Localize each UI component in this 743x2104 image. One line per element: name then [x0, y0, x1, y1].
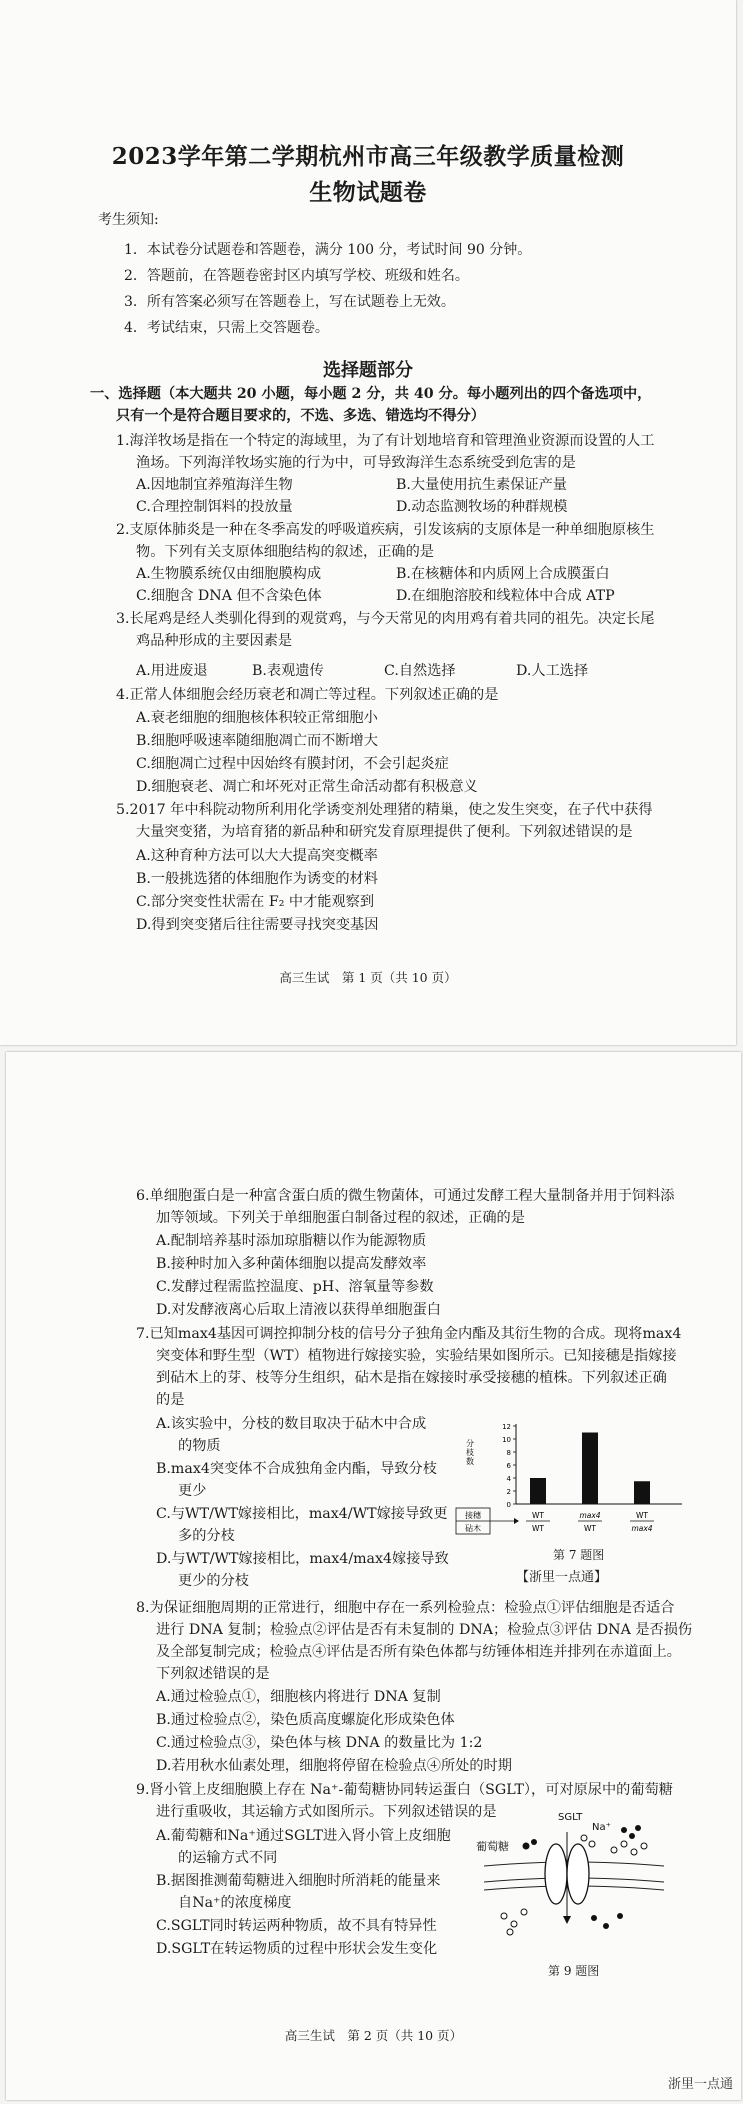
- question-1-stem: 渔场。下列海洋牧场实施的行为中，可导致海洋生态系统受到危害的是: [136, 455, 576, 471]
- y-axis-label: 分枝数: [466, 1439, 474, 1466]
- x-tick-label-rootstock: WT: [584, 1524, 596, 1533]
- question-7-stem: 突变体和野生型（WT）植物进行嫁接实验，实验结果如图所示。已知接穗是指嫁接: [156, 1348, 677, 1364]
- option-c-cont: 多的分枝: [178, 1528, 235, 1544]
- option-b: B.在核糖体和内质网上合成膜蛋白: [396, 566, 610, 582]
- option-a: A.葡萄糖和Na⁺通过SGLT进入肾小管上皮细胞: [156, 1828, 451, 1844]
- graft-arrowhead: [514, 1518, 519, 1524]
- glucose-molecules: [523, 1839, 538, 1850]
- y-tick-label: 10: [502, 1436, 511, 1444]
- notice-item: 2．答题前，在答题卷密封区内填写学校、班级和姓名。: [124, 268, 469, 284]
- question-7-stem: 7.已知max4基因可调控抑制分枝的信号分子独角金内酯及其衍生物的合成。现将max4: [136, 1326, 682, 1342]
- option-c: C.发酵过程需监控温度、pH、溶氧量等参数: [156, 1279, 434, 1295]
- option-c: C.合理控制饵料的投放量: [136, 499, 293, 515]
- option-b: B.表观遗传: [252, 663, 324, 679]
- option-d: D.得到突变猪后往往需要寻找突变基因: [136, 917, 379, 933]
- bar: [530, 1478, 546, 1504]
- option-c: C.细胞凋亡过程中因始终有膜封闭，不会引起炎症: [136, 756, 449, 772]
- option-a-cont: 的物质: [178, 1438, 221, 1454]
- option-c: C.SGLT同时转运两种物质，故不具有特异性: [156, 1918, 437, 1934]
- option-b: B.一般挑选猪的体细胞作为诱变的材料: [136, 871, 378, 887]
- question-5-stem: 大量突变猪，为培育猪的新品种和研究发育原理提供了便利。下列叙述错误的是: [136, 824, 633, 840]
- option-d: D.人工选择: [516, 663, 589, 679]
- notice-item: 3．所有答案必须写在答题卷上，写在试题卷上无效。: [124, 294, 455, 310]
- row-label-scion: 接穗: [465, 1511, 481, 1520]
- option-d: D.若用秋水仙素处理，细胞将停留在检验点④所处的时期: [156, 1758, 512, 1774]
- question-8-stem: 下列叙述错误的是: [156, 1666, 270, 1682]
- y-tick-label: 6: [506, 1462, 511, 1470]
- y-tick-label: 0: [506, 1501, 511, 1509]
- page-1: [0, 0, 736, 1045]
- bar: [582, 1433, 598, 1505]
- row-label-rootstock: 砧木: [465, 1524, 481, 1533]
- glucose-cluster: [621, 1825, 641, 1839]
- option-a: A.生物膜系统仅由细胞膜构成: [136, 566, 322, 582]
- bar: [634, 1481, 650, 1504]
- question-2-stem: 2.支原体肺炎是一种在冬季高发的呼吸道疾病，引发该病的支原体是一种单细胞原核生: [116, 522, 655, 538]
- notice-item: 1．本试卷分试题卷和答题卷，满分 100 分，考试时间 90 分钟。: [124, 242, 532, 258]
- question-6-stem: 加等领域。下列关于单细胞蛋白制备过程的叙述，正确的是: [156, 1210, 525, 1226]
- y-tick-label: 4: [506, 1475, 511, 1483]
- option-a: A.通过检验点①，细胞核内将进行 DNA 复制: [156, 1689, 441, 1705]
- glucose-bottom: [591, 1913, 623, 1929]
- sglt-transport-diagram: [474, 1808, 674, 1958]
- q7-bar-chart: [454, 1420, 694, 1542]
- page-footer: 高三生试 第 1 页（共 10 页）: [279, 970, 457, 985]
- option-c: C.细胞含 DNA 但不含染色体: [136, 588, 322, 604]
- notice-item: 4．考试结束，只需上交答题卷。: [124, 320, 329, 336]
- figure-9-caption: 第 9 题图: [548, 1964, 600, 1978]
- option-b-cont: 更少: [178, 1483, 207, 1499]
- option-d: D.细胞衰老、凋亡和坏死对正常生命活动都有积极意义: [136, 779, 478, 795]
- question-3-stem: 3.长尾鸡是经人类驯化得到的观赏鸡，与今天常见的肉用鸡有着共同的祖先。决定长尾: [116, 611, 655, 627]
- option-d: D.在细胞溶胶和线粒体中合成 ATP: [396, 588, 615, 604]
- y-tick-label: 8: [506, 1449, 511, 1457]
- x-tick-label-scion: WT: [532, 1511, 544, 1520]
- y-tick-label: 2: [506, 1488, 511, 1496]
- question-8-stem: 进行 DNA 复制；检验点②评估是否有未复制的 DNA；检验点③评估 DNA 是否损伤: [156, 1622, 693, 1638]
- option-d: D.动态监测牧场的种群规模: [396, 499, 568, 515]
- option-a: A.因地制宜养殖海洋生物: [136, 477, 293, 493]
- option-b-cont: 自Na⁺的浓度梯度: [178, 1895, 292, 1911]
- sodium-ions-top: [581, 1835, 647, 1855]
- option-b: B.接种时加入多种菌体细胞以提高发酵效率: [156, 1256, 427, 1272]
- question-4-stem: 4.正常人体细胞会经历衰老和凋亡等过程。下列叙述正确的是: [116, 687, 499, 703]
- page-footer: 高三生试 第 2 页（共 10 页）: [284, 2028, 463, 2043]
- option-b: B.据图推测葡萄糖进入细胞时所消耗的能量来: [156, 1873, 441, 1889]
- option-c: C.自然选择: [384, 663, 456, 679]
- option-a: A.配制培养基时添加琼脂糖以作为能源物质: [156, 1233, 427, 1249]
- option-c: C.部分突变性状需在 F₂ 中才能观察到: [136, 894, 375, 910]
- question-1-stem: 1.海洋牧场是指在一个特定的海域里，为了有计划地培育和管理渔业资源而设置的人工: [116, 433, 655, 449]
- sglt-label: SGLT: [558, 1812, 583, 1823]
- option-d: D.与WT/WT嫁接相比，max4/max4嫁接导致: [156, 1551, 449, 1567]
- question-3-stem: 鸡品种形成的主要因素是: [136, 633, 293, 649]
- option-a: A.该实验中，分枝的数目取决于砧木中合成: [156, 1416, 427, 1432]
- x-tick-label-scion: max4: [579, 1511, 601, 1520]
- corner-stamp: 浙里一点通: [667, 2077, 733, 2092]
- option-a: A.这种育种方法可以大大提高突变概率: [136, 848, 378, 864]
- x-tick-label-rootstock: WT: [532, 1524, 544, 1533]
- option-c: C.通过检验点③，染色体与核 DNA 的数量比为 1:2: [156, 1735, 483, 1751]
- watermark-text: 【浙里一点通】: [516, 1570, 608, 1585]
- exam-subtitle: 生物试题卷: [309, 179, 427, 206]
- question-6-stem: 6.单细胞蛋白是一种富含蛋白质的微生物菌体，可通过发酵工程大量制备并用于饲料添: [136, 1188, 675, 1204]
- section-title: 选择题部分: [323, 360, 413, 381]
- question-8-stem: 8.为保证细胞周期的正常进行，细胞中存在一系列检验点：检验点①评估细胞是否适合: [136, 1600, 675, 1616]
- question-5-stem: 5.2017 年中科院动物所利用化学诱变剂处理猪的精巢，使之发生突变，在子代中获得: [116, 802, 653, 818]
- section-intro: 一、选择题（本大题共 20 小题，每小题 2 分，共 40 分。每小题列出的四个备选项中，: [90, 386, 652, 402]
- x-tick-label-rootstock: max4: [631, 1524, 653, 1533]
- option-a: A.用进废退: [136, 663, 208, 679]
- question-7-stem: 的是: [156, 1392, 185, 1408]
- option-b: B.通过检验点②，染色质高度螺旋化形成染色体: [156, 1712, 455, 1728]
- question-9-stem: 9.肾小管上皮细胞膜上存在 Na⁺-葡萄糖协同转运蛋白（SGLT），可对原尿中的葡萄糖: [136, 1782, 673, 1798]
- option-d-cont: 更少的分枝: [178, 1573, 249, 1589]
- exam-title: 2023学年第二学期杭州市高三年级教学质量检测: [111, 143, 625, 170]
- section-intro: 只有一个是符合题目要求的，不选、多选、错选均不得分）: [116, 408, 485, 424]
- option-d: D.SGLT在转运物质的过程中形状会发生变化: [156, 1941, 438, 1957]
- na-label: Na⁺: [592, 1822, 611, 1833]
- option-a-cont: 的运输方式不同: [178, 1850, 278, 1866]
- page-2: [6, 1052, 741, 2100]
- question-9-stem: 进行重吸收，其运输方式如图所示。下列叙述错误的是: [156, 1804, 497, 1820]
- question-2-stem: 物。下列有关支原体细胞结构的叙述，正确的是: [136, 544, 434, 560]
- question-8-stem: 及全部复制完成；检验点④评估是否所有染色体都与纺锤体相连并排列在赤道面上。: [156, 1644, 681, 1660]
- option-b: B.大量使用抗生素保证产量: [396, 477, 567, 493]
- option-b: B.细胞呼吸速率随细胞凋亡而不断增大: [136, 733, 378, 749]
- notice-heading: 考生须知:: [98, 212, 159, 228]
- x-tick-label-scion: WT: [636, 1511, 648, 1520]
- question-7-stem: 到砧木上的芽、枝等分生组织，砧木是指在嫁接时承受接穗的植株。下列叙述正确: [156, 1370, 667, 1386]
- transport-arrowhead: [563, 1916, 571, 1924]
- option-d: D.对发酵液离心后取上清液以获得单细胞蛋白: [156, 1302, 441, 1318]
- glucose-label: 葡萄糖: [476, 1840, 509, 1853]
- option-b: B.max4突变体不合成独角金内酯，导致分枝: [156, 1461, 437, 1477]
- option-c: C.与WT/WT嫁接相比，max4/WT嫁接导致更: [156, 1506, 448, 1522]
- option-a: A.衰老细胞的细胞核体积较正常细胞小: [136, 710, 378, 726]
- figure-7-caption: 第 7 题图: [553, 1548, 605, 1562]
- sodium-ions-bottom: [501, 1909, 527, 1935]
- y-tick-label: 12: [502, 1423, 511, 1431]
